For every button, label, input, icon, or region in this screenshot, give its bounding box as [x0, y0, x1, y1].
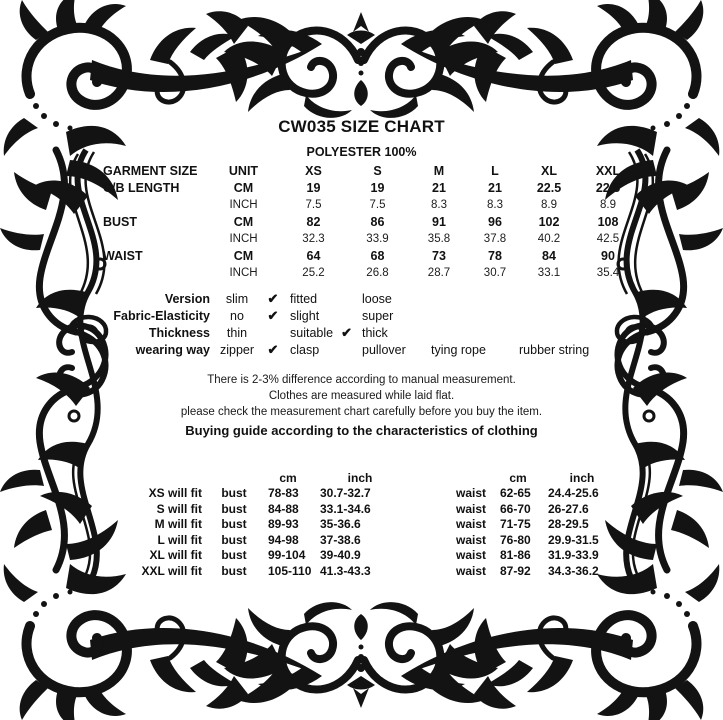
attribute-row: [103, 342, 623, 359]
size-value-s: 68: [370, 248, 385, 263]
size-table-row: [103, 264, 640, 281]
fit-table-row: [118, 517, 622, 533]
fit-size-label: XS will fit: [148, 486, 202, 501]
attribute-option-2: [286, 308, 356, 323]
fit-waist-label: waist: [455, 532, 486, 547]
size-value-xs: 25.2: [302, 266, 325, 279]
size-table-row: [103, 230, 640, 247]
measure-label: BUST: [103, 214, 138, 229]
attribute-option-3: thick: [362, 326, 388, 340]
measure-label: [103, 196, 205, 213]
attributes-section: [103, 291, 623, 359]
size-value-l: 78: [488, 248, 502, 263]
fit-spacer: [406, 486, 448, 502]
size-value-m: 91: [432, 214, 446, 229]
fit-bust-label: bust: [221, 517, 247, 532]
attribute-option-2-text: clasp: [290, 343, 320, 357]
fit-bust-inch: 39-40.9: [320, 548, 361, 563]
attribute-option-2: [286, 342, 356, 357]
unit-cell: INCH: [229, 266, 258, 279]
fit-bust-label: bust: [221, 548, 247, 563]
fit-guide-table: [118, 470, 622, 579]
attribute-option-4: tying rope: [431, 343, 486, 357]
fit-header-inch-left: inch: [347, 470, 373, 485]
size-value-xs: 82: [306, 214, 321, 229]
size-value-xs: 7.5: [305, 198, 322, 211]
size-value-xl: 84: [542, 248, 556, 263]
attribute-option-2: [286, 291, 356, 306]
size-value-xxl: 108: [597, 214, 619, 229]
header-m: M: [433, 163, 445, 178]
fit-table-row: [118, 548, 622, 564]
note-line: please check the measurement chart carefully before you buy the item.: [180, 406, 543, 418]
page-title: CW035 SIZE CHART: [278, 117, 445, 136]
fit-size-label: XXL will fit: [141, 563, 202, 578]
fit-header-cm-left: cm: [279, 470, 297, 485]
attribute-option-3: loose: [362, 292, 392, 306]
size-value-xl: 22.5: [536, 180, 562, 195]
size-value-l: 8.3: [487, 198, 503, 211]
size-value-m: 35.8: [427, 232, 451, 245]
fit-spacer: [406, 501, 448, 517]
unit-cell: INCH: [229, 198, 258, 211]
fit-table-row: [118, 532, 622, 548]
size-value-m: 8.3: [431, 198, 447, 211]
attribute-option-2-text: fitted: [290, 292, 318, 306]
header-unit: UNIT: [228, 163, 259, 178]
measure-label: [103, 264, 205, 281]
fit-waist-label: waist: [455, 517, 486, 532]
attribute-label: wearing way: [135, 343, 210, 357]
fit-bust-cm: 78-83: [268, 486, 299, 501]
fit-table-header-row: [118, 470, 622, 486]
size-value-m: 28.7: [427, 266, 451, 279]
fit-size-label: XL will fit: [149, 548, 202, 563]
attribute-option-1: no: [230, 309, 244, 323]
fit-size-label: M will fit: [154, 517, 202, 532]
attribute-option-1: thin: [226, 326, 248, 340]
fit-bust-inch: 33.1-34.6: [320, 501, 371, 516]
size-table-row: [103, 196, 640, 213]
note-line: Clothes are measured while laid flat.: [268, 390, 455, 402]
size-value-s: 33.9: [366, 232, 389, 245]
attribute-option-2-text: suitable: [290, 326, 334, 340]
top-center-ornament: [206, 11, 516, 118]
fit-spacer: [406, 532, 448, 548]
header-garment-size: GARMENT SIZE: [103, 163, 198, 178]
size-table-row: [103, 179, 640, 196]
fit-bust-label: bust: [221, 532, 247, 547]
size-value-xl: 102: [538, 214, 560, 229]
fit-waist-inch: 28-29.5: [548, 517, 589, 532]
fit-bust-cm: 94-98: [268, 532, 299, 547]
size-value-xl: 40.2: [537, 232, 561, 245]
fit-spacer: [406, 563, 448, 579]
fit-table-row: [118, 563, 622, 579]
fit-waist-inch: 34.3-36.2: [548, 563, 599, 578]
measure-label: C/B LENGTH: [103, 180, 180, 195]
fit-bust-inch: 41.3-43.3: [320, 563, 371, 578]
size-value-s: 7.5: [369, 198, 386, 211]
fit-table-row: [118, 501, 622, 517]
attribute-option-5: rubber string: [519, 343, 590, 357]
check-icon: ✔: [267, 308, 279, 323]
fit-waist-cm: 71-75: [500, 517, 531, 532]
attribute-option-1: zipper: [219, 343, 255, 357]
size-value-xxl: 42.5: [596, 232, 620, 245]
unit-cell: CM: [233, 248, 254, 263]
fit-bust-inch: 35-36.6: [320, 517, 361, 532]
size-value-s: 19: [370, 180, 385, 195]
fit-bust-inch: 37-38.6: [320, 532, 361, 547]
attribute-option-1: slim: [225, 292, 249, 306]
unit-cell: INCH: [229, 232, 258, 245]
size-value-xs: 19: [306, 180, 321, 195]
note-line: There is 2-3% difference according to manual measurement.: [207, 374, 516, 386]
fit-waist-inch: 31.9-33.9: [548, 548, 599, 563]
size-value-s: 86: [370, 214, 385, 229]
unit-cell: CM: [233, 180, 254, 195]
check-icon: ✔: [267, 342, 279, 357]
buying-guide-heading: Buying guide according to the characteristics of clothing: [185, 423, 538, 438]
attribute-row: [103, 308, 623, 325]
fit-waist-label: waist: [455, 563, 486, 578]
size-value-xs: 64: [306, 248, 321, 263]
fit-waist-inch: 29.9-31.5: [548, 532, 599, 547]
size-value-xxl: 35.4: [596, 266, 620, 279]
size-table-header-row: [103, 162, 640, 179]
fit-header-inch-right: inch: [569, 470, 595, 485]
fit-waist-cm: 62-65: [500, 486, 531, 501]
size-value-l: 37.8: [483, 232, 507, 245]
fit-bust-cm: 89-93: [268, 517, 299, 532]
header-s: S: [373, 163, 382, 178]
fit-spacer: [406, 548, 448, 564]
fit-header-cm-right: cm: [509, 470, 527, 485]
size-value-xl: 33.1: [537, 266, 561, 279]
unit-cell: CM: [233, 214, 254, 229]
fit-waist-cm: 76-80: [500, 532, 531, 547]
fit-waist-label: waist: [455, 548, 486, 563]
attribute-option-2: [286, 325, 356, 341]
size-value-m: 21: [432, 180, 446, 195]
fit-bust-label: bust: [221, 486, 247, 501]
attribute-label: Thickness: [148, 326, 210, 340]
bottom-center-ornament: [206, 602, 516, 709]
size-value-l: 96: [488, 214, 502, 229]
check-icon: ✔: [267, 291, 279, 306]
fit-waist-inch: 26-27.6: [548, 501, 589, 516]
measure-label: [103, 230, 205, 247]
size-value-xs: 32.3: [302, 232, 325, 245]
size-table-row: [103, 213, 640, 230]
fit-bust-cm: 105-110: [268, 563, 312, 578]
attribute-row: [103, 291, 623, 308]
size-value-xxl: 90: [601, 248, 615, 263]
size-value-l: 30.7: [483, 266, 507, 279]
fit-waist-cm: 81-86: [500, 548, 531, 563]
size-value-xxl: 8.9: [600, 198, 616, 211]
attribute-option-3: super: [362, 309, 394, 323]
size-value-xl: 8.9: [541, 198, 557, 211]
fit-waist-cm: 87-92: [500, 563, 531, 578]
size-value-m: 73: [432, 248, 446, 263]
header-l: L: [491, 163, 499, 178]
fit-waist-label: waist: [455, 501, 486, 516]
attribute-row: [103, 325, 623, 342]
fit-waist-cm: 66-70: [500, 501, 531, 516]
check-icon: ✔: [341, 325, 352, 340]
header-xs: XS: [305, 163, 322, 178]
size-value-s: 26.8: [366, 266, 389, 279]
header-xl: XL: [541, 163, 557, 178]
fit-size-label: L will fit: [157, 532, 202, 547]
size-value-l: 21: [488, 180, 502, 195]
fit-bust-inch: 30.7-32.7: [320, 486, 371, 501]
fit-bust-cm: 84-88: [268, 501, 299, 516]
fit-table-row: [118, 486, 622, 502]
size-table-row: [103, 247, 640, 264]
fit-bust-label: bust: [221, 501, 247, 516]
attribute-label: Version: [164, 292, 210, 306]
fit-bust-cm: 99-104: [268, 548, 306, 563]
measure-label: WAIST: [103, 248, 143, 263]
fit-spacer: [406, 517, 448, 533]
attribute-label: Fabric-Elasticity: [113, 309, 210, 323]
garment-size-table: [103, 162, 640, 281]
fit-waist-inch: 24.4-25.6: [548, 486, 599, 501]
fit-waist-label: waist: [455, 486, 486, 501]
size-value-xxl: 22.5: [595, 180, 621, 195]
header-xxl: XXL: [595, 163, 621, 178]
measurement-notes: [0, 372, 723, 440]
fit-size-label: S will fit: [156, 501, 202, 516]
fabric-subtitle: POLYESTER 100%: [306, 145, 417, 159]
fit-bust-label: bust: [221, 563, 247, 578]
attribute-option-3: pullover: [362, 343, 406, 357]
attribute-option-2-text: slight: [290, 309, 320, 323]
